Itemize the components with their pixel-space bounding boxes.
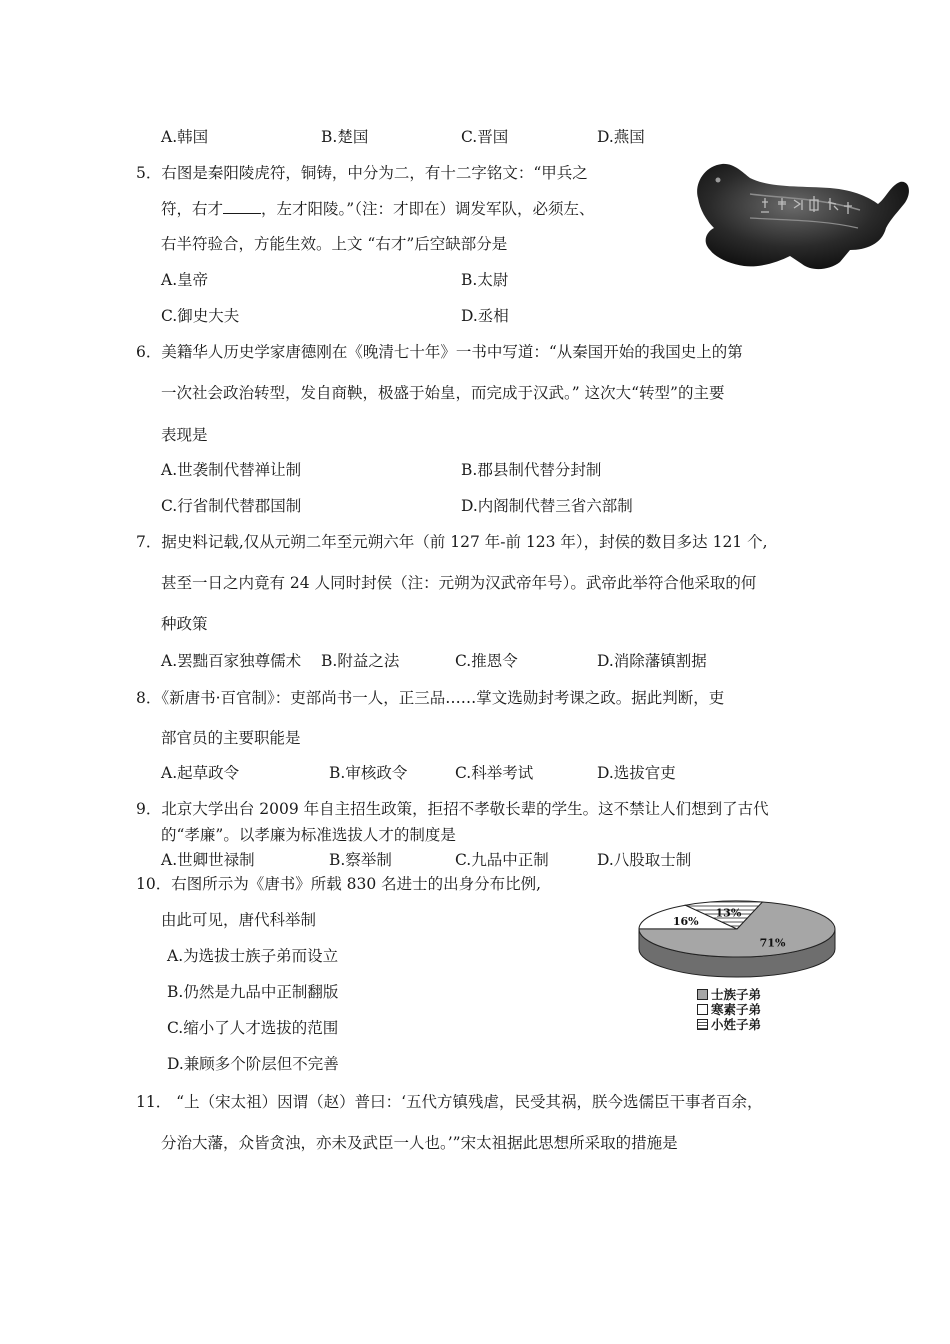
legend-label: 小姓子弟	[711, 1017, 762, 1032]
q9-option-c: C.九品中正制	[455, 851, 549, 869]
q9-option-b: B.察举制	[329, 851, 392, 869]
q8-line-2: 部官员的主要职能是	[161, 729, 301, 747]
pie-chart	[634, 893, 840, 988]
q7-line-1: 7．据史料记载,仅从元朔二年至元朔六年（前 127 年-前 123 年），封侯的数目多达 121 个,	[136, 533, 768, 551]
q5-line-2-start: 符，右才	[161, 200, 224, 218]
q7-line-3: 种政策	[161, 615, 208, 633]
pie-label-3: 13%	[715, 906, 742, 920]
q6-line-2: 一次社会政治转型，发自商鞅，极盛于始皇，而完成于汉武。” 这次大“转型”的主要	[161, 384, 725, 402]
q10-line-1: 10．右图所示为《唐书》所载 830 名进士的出身分布比例,	[136, 875, 542, 893]
pie-label-1: 71%	[759, 936, 786, 950]
q6-option-b: B.郡县制代替分封制	[461, 461, 602, 479]
legend-item-shizu	[697, 988, 761, 1002]
q10-option-d: D.兼顾多个阶层但不完善	[167, 1055, 339, 1073]
q9-line-1: 9．北京大学出台 2009 年自主招生政策，拒招不孝敬长辈的学生。这不禁让人们想到了古代	[136, 800, 769, 818]
q6-option-a: A.世袭制代替禅让制	[161, 461, 302, 479]
q7-option-c: C.推恩令	[455, 652, 518, 670]
q4-option-d: D.燕国	[597, 128, 645, 146]
q8-option-a: A.起草政令	[161, 764, 240, 782]
q5-option-c: C.御史大夫	[161, 307, 240, 325]
q5-blank	[223, 199, 261, 214]
q5-option-d: D.丞相	[461, 307, 509, 325]
q9-line-2: 的“孝廉”。以孝廉为标准选拔人才的制度是	[161, 826, 456, 844]
legend-swatch-hatched	[697, 1019, 708, 1030]
q8-option-c: C.科举考试	[455, 764, 534, 782]
q8-option-d: D.选拔官吏	[597, 764, 676, 782]
q11-line-2: 分治大藩，众皆贪浊，亦未及武臣一人也。’”宋太祖据此思想所采取的措施是	[161, 1134, 678, 1152]
q9-option-a: A.世卿世禄制	[161, 851, 255, 869]
q10-option-c: C.缩小了人才选拔的范围	[167, 1019, 339, 1037]
q5-line-1: 5．右图是秦阳陵虎符，铜铸，中分为二，有十二字铭文：“甲兵之	[136, 164, 588, 182]
q10-line-2: 由此可见，唐代科举制	[161, 911, 317, 929]
q4-option-b: B.楚国	[321, 128, 369, 146]
q4-option-c: C.晋国	[461, 128, 509, 146]
q5-line-2-end: ，左才阳陵。”（注：才即在）调发军队，必须左、	[261, 200, 595, 218]
q7-option-b: B.附益之法	[321, 652, 400, 670]
legend-item-hansu	[697, 1003, 761, 1017]
q8-option-b: B.审核政令	[329, 764, 408, 782]
legend-label: 寒素子弟	[711, 1002, 762, 1017]
pie-label-2: 16%	[672, 914, 699, 928]
q10-option-a: A.为选拔士族子弟而设立	[167, 947, 339, 965]
q6-line-3: 表现是	[161, 426, 208, 444]
q7-option-d: D.消除藩镇割据	[597, 652, 707, 670]
q10-option-b: B.仍然是九品中正制翻版	[167, 983, 339, 1001]
tiger-tally-image	[690, 158, 912, 276]
q6-line-1: 6．美籍华人历史学家唐德刚在《晚清七十年》一书中写道：“从秦国开始的我国史上的第	[136, 343, 743, 361]
q4-option-a: A.韩国	[161, 128, 209, 146]
legend-swatch-gray	[697, 989, 708, 1000]
legend-swatch-white	[697, 1004, 708, 1015]
q11-line-1: 11． “上（宋太祖）因谓（赵）普曰：‘五代方镇残虐，民受其祸，朕今选儒臣干事者百余，	[136, 1093, 763, 1111]
q9-option-d: D.八股取士制	[597, 851, 692, 869]
q8-line-1: 8．《新唐书·百官制》：吏部尚书一人，正三品……掌文选勋封考课之政。据此判断，吏	[136, 689, 725, 707]
q5-line-2	[161, 199, 594, 219]
q5-line-3: 右半符验合，方能生效。上文 “右才”后空缺部分是	[161, 235, 508, 253]
q6-option-c: C.行省制代替郡国制	[161, 497, 302, 515]
legend-label: 士族子弟	[711, 987, 762, 1002]
legend-item-xiaoxing	[697, 1018, 761, 1032]
q6-option-d: D.内阁制代替三省六部制	[461, 497, 633, 515]
q5-option-b: B.太尉	[461, 271, 509, 289]
q7-option-a: A.罢黜百家独尊儒术	[161, 652, 302, 670]
q7-line-2: 甚至一日之内竟有 24 人同时封侯（注：元朔为汉武帝年号）。武帝此举符合他采取的何	[161, 574, 757, 592]
q5-option-a: A.皇帝	[161, 271, 209, 289]
